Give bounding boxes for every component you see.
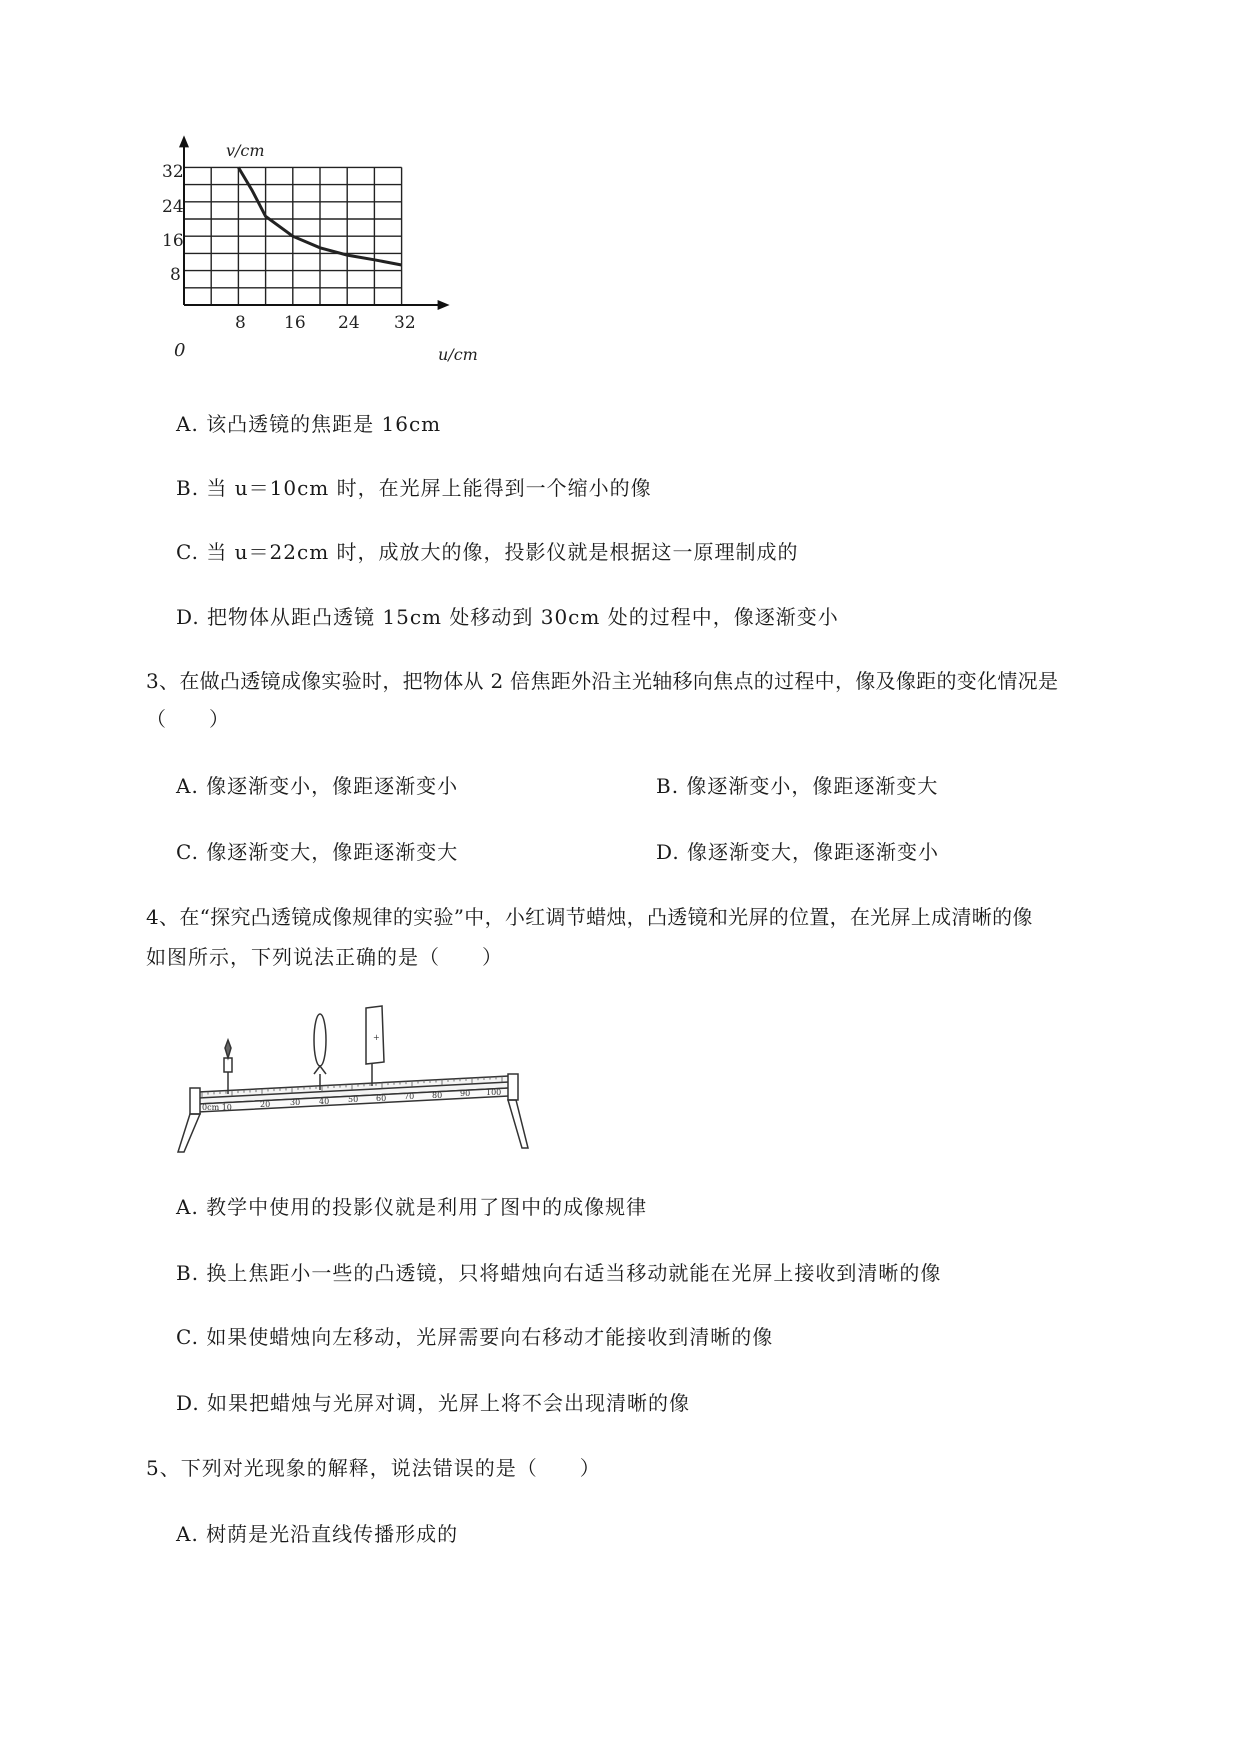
bench-label-40: 40	[319, 1097, 330, 1106]
q4-stem-line1: 4、在“探究凸透镜成像规律的实验”中，小红调节蜡烛，凸透镜和光屏的位置，在光屏上成清晰的像	[146, 905, 1033, 929]
q4-option-c	[176, 1325, 773, 1349]
bench-label-90: 90	[460, 1089, 471, 1098]
graph-x-axis-label: u/cm	[438, 345, 478, 364]
candle	[224, 1040, 232, 1094]
q2-option-a-letter: A.	[176, 412, 199, 436]
bench-label-60: 60	[376, 1094, 387, 1103]
graph-y-axis-arrow	[179, 135, 189, 147]
q3-option-c-text: 像逐渐变大，像距逐渐变大	[206, 840, 459, 864]
graph-x-axis-arrow	[438, 300, 450, 310]
q4-option-a-letter: A.	[176, 1195, 199, 1219]
graph-y-axis-label: v/cm	[226, 141, 265, 160]
q4-option-b-letter: B.	[176, 1261, 200, 1285]
q2-option-b	[176, 476, 652, 500]
bench-label-100: 100	[486, 1088, 502, 1097]
graph-axes	[179, 135, 450, 310]
q3-option-b	[656, 774, 938, 798]
light-screen	[366, 1006, 384, 1086]
q2-option-b-text: 当 u＝10cm 时，在光屏上能得到一个缩小的像	[206, 476, 652, 500]
q2-option-c	[176, 540, 799, 564]
bench-label-20: 20	[260, 1100, 271, 1109]
graph-origin-label: 0	[174, 340, 186, 361]
graph-x-tick-32: 32	[394, 313, 416, 333]
convex-lens	[314, 1014, 326, 1090]
q3-option-d	[656, 840, 939, 864]
q3-option-a-letter: A.	[176, 774, 199, 798]
q3-option-a	[176, 774, 458, 798]
q4-option-d-text: 如果把蜡烛与光屏对调，光屏上将不会出现清晰的像	[207, 1391, 691, 1415]
q4-stem-line2: 如图所示，下列说法正确的是（ ）	[146, 945, 503, 969]
q5-option-a-letter: A.	[176, 1522, 199, 1546]
bench-label-50: 50	[348, 1095, 359, 1104]
q3-option-d-letter: D.	[656, 840, 680, 864]
graph-y-tick-16: 16	[162, 231, 184, 251]
graph-x-tick-24: 24	[338, 313, 360, 333]
bench-label-30: 30	[290, 1098, 301, 1107]
optical-bench-figure	[170, 1000, 550, 1160]
q4-option-d	[176, 1391, 690, 1415]
q4-option-d-letter: D.	[176, 1391, 200, 1415]
q2-option-d	[176, 605, 839, 629]
q3-option-a-text: 像逐渐变小，像距逐渐变小	[206, 774, 459, 798]
bench-right-end	[508, 1074, 518, 1100]
graph-x-tick-8: 8	[235, 313, 246, 333]
q3-option-b-text: 像逐渐变小，像距逐渐变大	[686, 774, 939, 798]
bench-left-end	[190, 1088, 200, 1114]
q5-stem-line1: 5、下列对光现象的解释，说法错误的是（ ）	[146, 1456, 601, 1480]
q5-option-a-text: 树荫是光沿直线传播形成的	[206, 1522, 459, 1546]
svg-text:+: +	[373, 1033, 380, 1042]
lens-image-distance-graph	[162, 140, 540, 370]
q4-option-b	[176, 1261, 941, 1285]
q5-option-a	[176, 1522, 458, 1546]
q4-option-a	[176, 1195, 647, 1219]
bench-label-0: 0cm 10	[202, 1103, 232, 1112]
graph-y-tick-24: 24	[162, 197, 184, 217]
q2-option-a-text: 该凸透镜的焦距是 16cm	[206, 412, 442, 436]
q4-option-a-text: 教学中使用的投影仪就是利用了图中的成像规律	[206, 1195, 648, 1219]
q4-option-c-letter: C.	[176, 1325, 199, 1349]
graph-x-tick-16: 16	[284, 313, 306, 333]
q2-option-b-letter: B.	[176, 476, 200, 500]
q4-option-b-text: 换上焦距小一些的凸透镜，只将蜡烛向右适当移动就能在光屏上接收到清晰的像	[206, 1261, 942, 1285]
q3-option-c-letter: C.	[176, 840, 199, 864]
graph-y-tick-32: 32	[162, 162, 184, 182]
q3-option-c	[176, 840, 458, 864]
q3-option-d-text: 像逐渐变大，像距逐渐变小	[687, 840, 940, 864]
q2-option-a	[176, 412, 441, 436]
q2-option-d-text: 把物体从距凸透镜 15cm 处移动到 30cm 处的过程中，像逐渐变小	[207, 605, 839, 629]
q2-option-d-letter: D.	[176, 605, 200, 629]
bench-label-80: 80	[432, 1091, 443, 1100]
q2-option-c-letter: C.	[176, 540, 199, 564]
graph-y-tick-8: 8	[170, 265, 181, 285]
q3-stem-line1: 3、在做凸透镜成像实验时，把物体从 2 倍焦距外沿主光轴移向焦点的过程中，像及像距的变化情况是	[146, 669, 1059, 693]
bench-label-70: 70	[404, 1092, 415, 1101]
q2-option-c-text: 当 u＝22cm 时，成放大的像，投影仪就是根据这一原理制成的	[206, 540, 799, 564]
q3-option-b-letter: B.	[656, 774, 680, 798]
q3-stem-line2: （ ）	[146, 707, 230, 731]
q4-option-c-text: 如果使蜡烛向左移动，光屏需要向右移动才能接收到清晰的像	[206, 1325, 774, 1349]
